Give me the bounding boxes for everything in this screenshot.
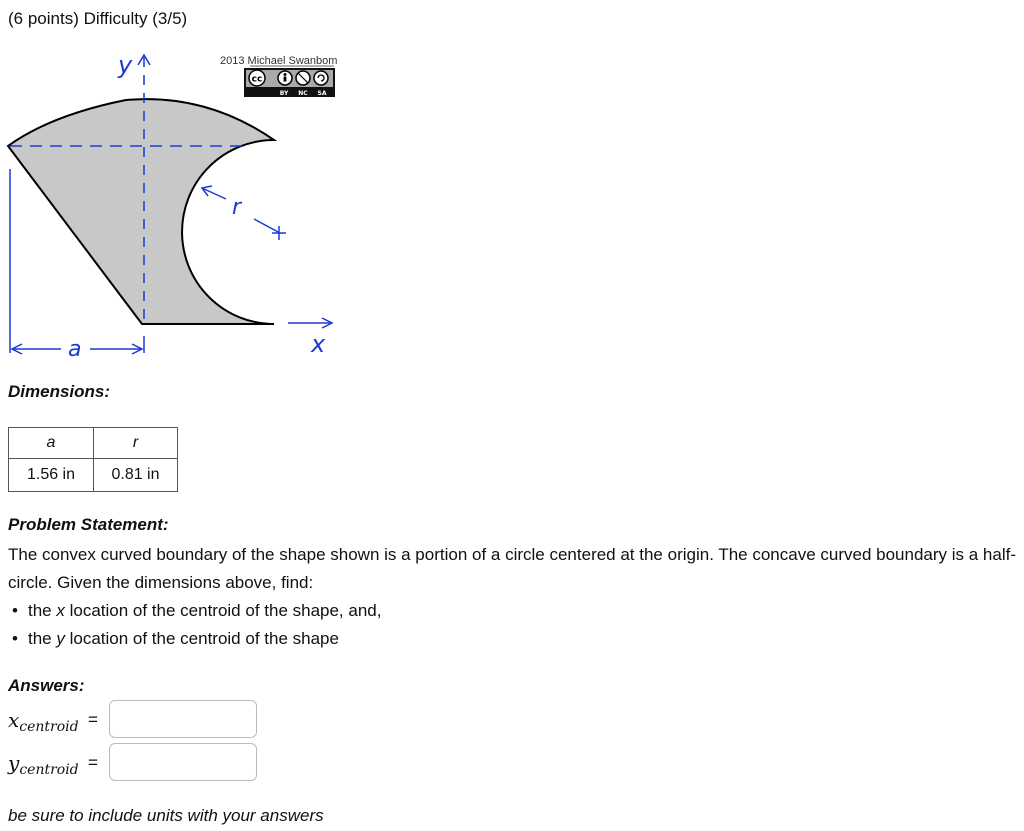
- shape-diagram: [6, 47, 337, 359]
- table-header-a: a: [9, 428, 94, 459]
- problem-text: The convex curved boundary of the shape shown is a portion of a circle centered at the origin. The concave curved boundary is a half-circle. Given the dimensions above, find:: [8, 545, 1016, 592]
- task-list: [8, 597, 1018, 653]
- x-axis-label: x: [311, 330, 326, 358]
- problem-statement: [8, 541, 1018, 653]
- r-dimension-line-2: [254, 219, 280, 233]
- x-var: x: [56, 601, 65, 620]
- dimensions-title: Dimensions:: [8, 382, 111, 401]
- y-centroid-input[interactable]: [109, 743, 257, 781]
- y-axis-label: y: [118, 51, 133, 79]
- dimensions-table: [8, 427, 178, 492]
- equals-sign: =: [88, 753, 98, 772]
- cc-by: BY: [279, 90, 289, 97]
- problem-title: Problem Statement:: [8, 515, 169, 534]
- cc-sa: SA: [317, 90, 327, 97]
- a-label: a: [68, 337, 82, 359]
- y-var: y: [56, 629, 65, 648]
- table-header-r: r: [94, 428, 178, 459]
- y-centroid-label: ycentroid: [8, 751, 79, 778]
- question-header: (6 points) Difficulty (3/5): [8, 9, 188, 28]
- list-item: • the y location of the centroid of the shape: [12, 625, 1018, 653]
- equals-sign: =: [88, 710, 98, 729]
- x-centroid-label: xcentroid: [8, 708, 79, 735]
- figure-credit: 2013 Michael Swanbom: [220, 55, 337, 67]
- r-label: r: [232, 195, 242, 220]
- cc-nc: NC: [298, 90, 308, 97]
- x-centroid-input[interactable]: [109, 700, 257, 738]
- problem-figure: [6, 47, 337, 359]
- answers-title: Answers:: [8, 676, 85, 695]
- table-cell-a: 1.56 in: [9, 459, 94, 492]
- table-cell-r: 0.81 in: [94, 459, 178, 492]
- table-header-row: [9, 428, 178, 459]
- units-note: be sure to include units with your answers: [8, 806, 324, 825]
- list-item: • the x location of the centroid of the shape, and,: [12, 597, 1018, 625]
- cc-badge-text: cc: [251, 74, 263, 85]
- cc-license-icon: [244, 68, 335, 97]
- table-row: [9, 459, 178, 492]
